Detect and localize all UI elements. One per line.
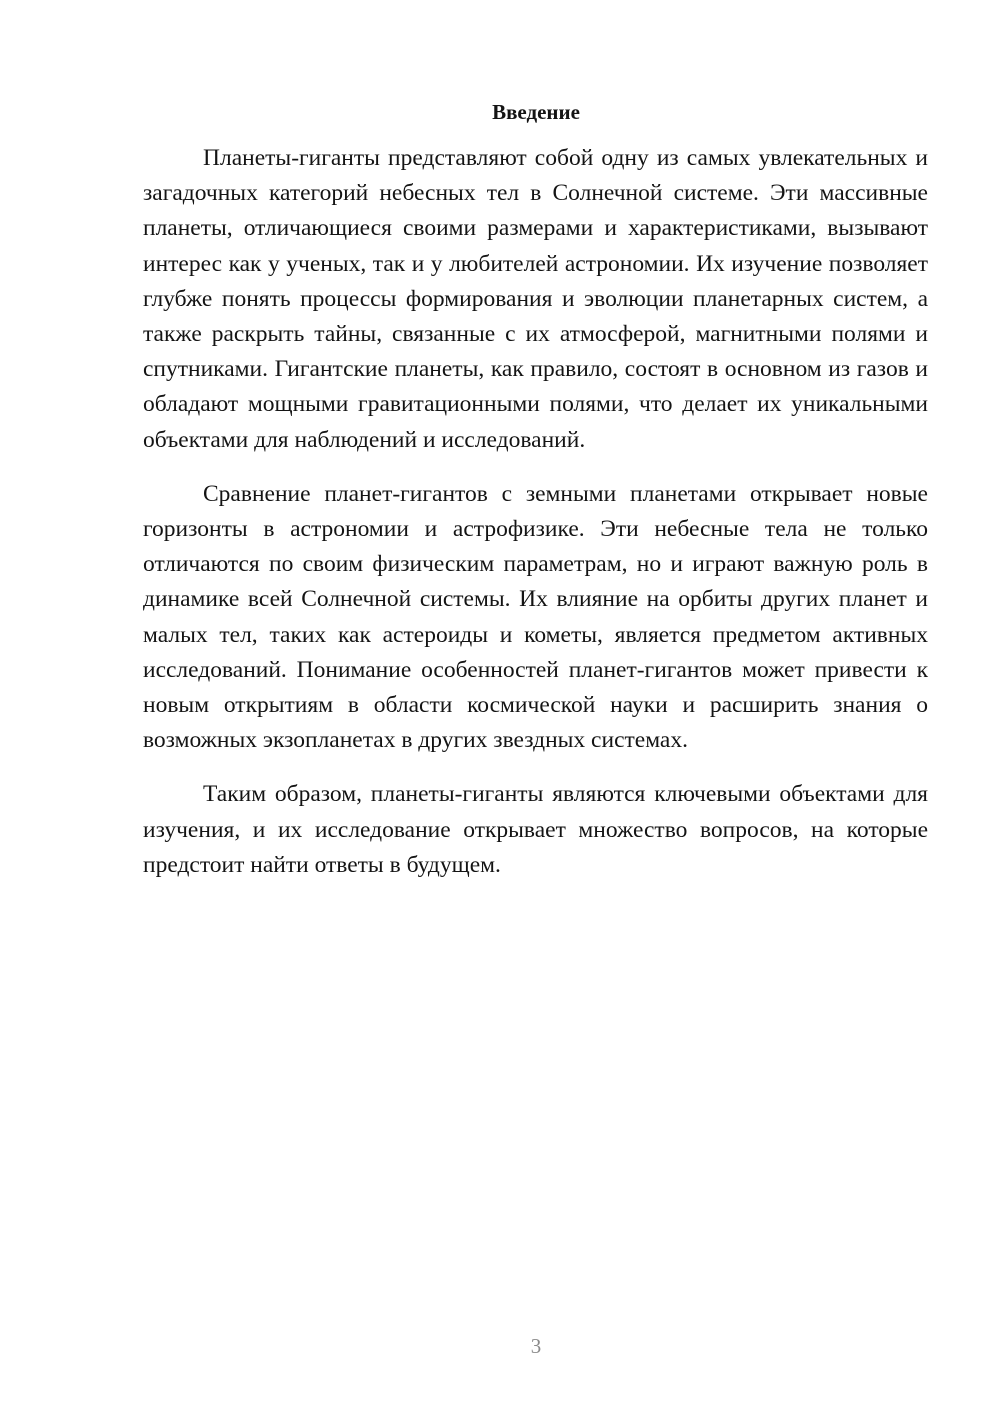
body-text: [143, 141, 928, 883]
paragraph-2: Сравнение планет-гигантов с земными планетами открывает новые горизонты в астрономии и астрофизике. Эти небесные тела не только отличаются по своим физическим параметрам, но и играют важную роль в динамике всей Солнечной системы. Их влияние на орбиты других планет и малых тел, таких как астероиды и кометы, является предметом активных исследований. Понимание особенностей планет-гигантов может привести к новым открытиям в области космической науки и расширить знания о возможных экзопланетах в других звездных системах.: [143, 480, 928, 754]
page-number: 3: [530, 1334, 542, 1358]
paragraph-3: Таким образом, планеты-гиганты являются ключевыми объектами для изучения, и их исследование открывает множество вопросов, на которые предстоит найти ответы в будущем.: [143, 781, 928, 878]
paragraph-1: Планеты-гиганты представляют собой одну из самых увлекательных и загадочных категорий небесных тел в Солнечной системе. Эти массивные планеты, отличающиеся своими размерами и характеристиками, вызывают интерес как у ученых, так и у любителей астрономии. Их изучение позволяет глубже понять процессы формирования и эволюции планетарных систем, а также раскрыть тайны, связанные с их атмосферой, магнитными полями и спутниками. Гигантские планеты, как правило, состоят в основном из газов и обладают мощными гравитационными полями, что делает их уникальными объектами для наблюдений и исследований.: [143, 145, 928, 453]
section-heading: Введение: [492, 100, 580, 124]
